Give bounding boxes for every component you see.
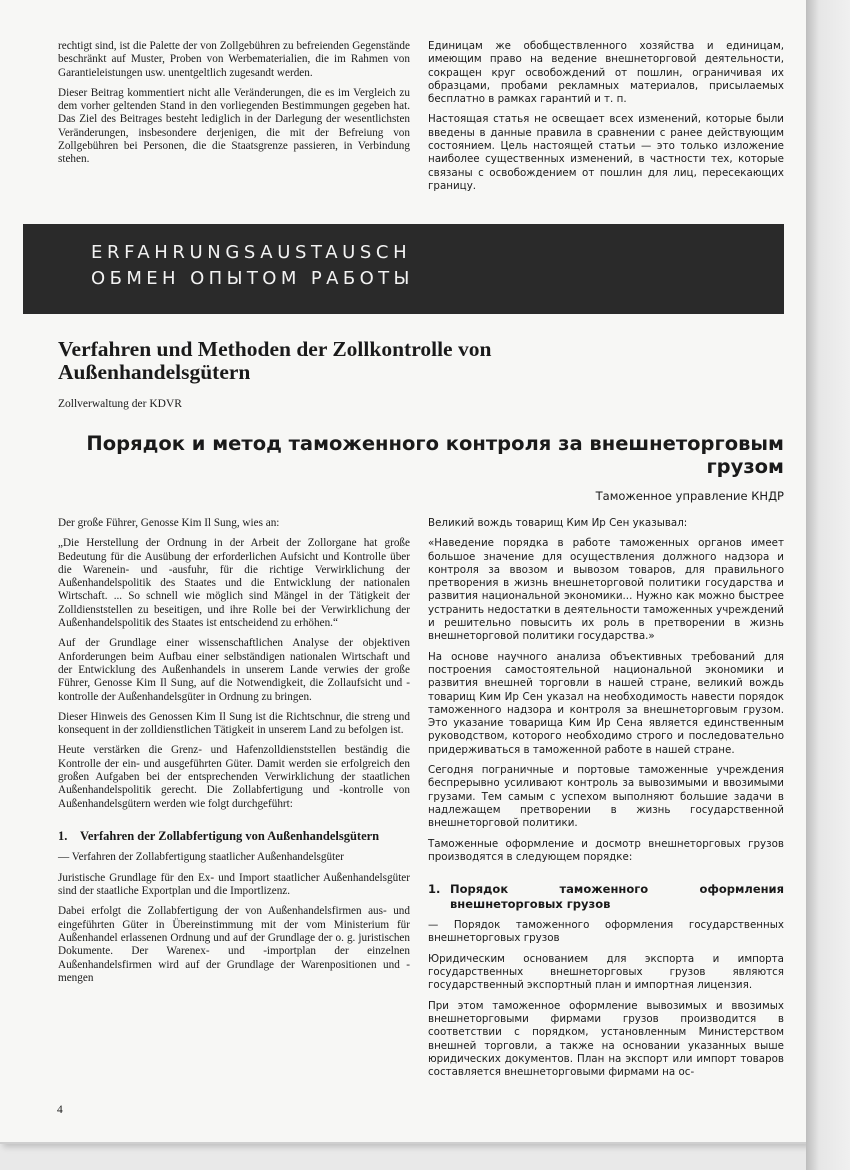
main-column-german [58,517,410,992]
paragraph: Heute verstärken die Grenz- und Hafenzolldienststellen beständig die Kontrolle der ein- und ausgeführten Güter. Damit werden sie erfolgreich den großen Aufgaben bei der entsprechenden Verwirklichung der staatlichen Außenhandelspolitik gerecht. Die Zollabfertigung und -kontrolle von Außenhandelsgütern werden wie folgt durchgeführt: [58,744,410,810]
top-column-german [58,40,410,174]
paragraph: — Порядок таможенного оформления государственных внешнеторговых грузов [428,919,784,945]
paragraph: Таможенные оформление и досмотр внешнеторговых грузов производятся в следующем порядке: [428,837,784,863]
paragraph: Настоящая статья не освещает всех изменений, которые были введены в данные правила в сравнении с ранее действующим состоянием. Цель настоящей статьи — это только изложение наиболее существенных изменений, в частности тех, которые связаны с освобождением от пошлин для лиц, пересекающих границу. [428,113,784,192]
paragraph: Auf der Grundlage einer wissenschaftlichen Analyse der objektiven Anforderungen beim Aufbau einer selbständigen nationalen Wirtschaft und der Entwicklung des Außenhandels in unserem Lande verwies der große Führer, Genosse Kim Il Sung, auf die Notwendigkeit, die Zollaufsicht und -kontrolle der Außenhandelsgüter in Ordnung zu bringen. [58,637,410,703]
section-number: 1. [58,828,68,843]
paragraph: rechtigt sind, ist die Palette der von Zollgebühren zu befreienden Gegenstände beschränkt auf Muster, Proben von Werbematerialien, die im Rahmen von Garantieleistungen usw. unentgeltlich zugesandt werden. [58,40,410,79]
paragraph: Великий вождь товарищ Ким Ир Сен указывал: [428,517,688,529]
article-author-russian: Таможенное управление КНДР [595,489,784,503]
section-number: 1. [428,882,441,897]
paragraph: Dieser Hinweis des Genossen Kim Il Sung ist die Richtschnur, die streng und konsequent in der zolldienstlichen Tätigkeit in unserem Land zu befolgen ist. [58,710,410,737]
paragraph: Сегодня пограничные и портовые таможенные учреждения беспрерывно усиливают контроль за вывозимыми и ввозимыми грузами. Тем самым с успехом выполняют большие задачи в надлежащем претворении в жизнь государственной внешнеторговой политики. [428,764,784,830]
quote-paragraph: «Наведение порядка в работе таможенных органов имеет большое значение для осуществления должного надзора и контроля за ввозом и вывозом товаров, для правильного претворения в жизнь внешнеторговой политики государства и развития национальной экономики... Нужно как можно быстрее устранить недостатки в деятельности таможенных учреждений и решительно повысить их роль в претворении в жизнь внешнеторговой политики государства.» [428,537,784,643]
binding-edge [806,0,850,1170]
paragraph: Юридическим основанием для экспорта и импорта государственных внешнеторговых грузов являются государственный экспортный план и импортная лицензия. [428,952,784,992]
paragraph: Dieser Beitrag kommentiert nicht alle Veränderungen, die es im Vergleich zu dem vorher geltenden Stand in den vorliegenden Bestimmungen gegeben hat. Das Ziel des Beitrages besteht lediglich in der Darlegung der wesentlichsten Veränderungen, insbesondere derjenigen, die mit der Befreiung von Zollgebühren bei Personen, die die Staatsgrenze passieren, in Verbindung stehen. [58,86,410,166]
page-number: 4 [57,1104,63,1116]
top-column-russian [428,40,784,200]
quote-paragraph: „Die Herstellung der Ordnung in der Arbeit der Zollorgane hat große Bedeutung für die Ausübung der erforderlichen Aufsicht und Kontrolle über die Warenein- und -ausfuhr, für die richtige Verwirklichung der Außenhandelspolitik des Staates und die Entwicklung der nationalen Wirtschaft. ... So schnell wie möglich sind Mängel in der Tätigkeit der Zolldienststellen zu beseitigen, und ihre Rolle bei der Verwirklichung der Außenhandelspolitik des Staates ist entscheidend zu erhöhen.“ [58,537,410,630]
section-heading [58,829,410,844]
paragraph: Juristische Grundlage für den Ex- und Import staatlicher Außenhandelsgüter sind der staatliche Exportplan und die Importlizenz. [58,871,410,898]
article-title-russian: Порядок и метод таможенного контроля за внешнеторговым грузом [86,432,784,478]
banner-title-russian: ОБМЕН ОПЫТОМ РАБОТЫ [91,268,414,289]
paragraph: — Verfahren der Zollabfertigung staatlicher Außenhandelsgüter [58,851,344,864]
section-banner [23,224,784,314]
article-author-german: Zollverwaltung der KDVR [58,398,182,410]
section-title: Verfahren der Zollabfertigung von Außenhandelsgütern [80,828,380,843]
main-column-russian [428,517,784,1086]
paragraph: Der große Führer, Genosse Kim Il Sung, wies an: [58,517,280,529]
section-heading [428,882,784,911]
section-title: Порядок таможенного оформления внешнеторговых грузов [450,882,784,911]
paragraph: На основе научного анализа объективных требований для построения самостоятельной национальной экономики и развития внешней торговли в нашей стране, великий вождь товарищ Ким Ир Сен указал на необходимость навести порядок таможенного надзора и контроля за внешнеторговым грузом. Это указание товарища Ким Ир Сена является единственным руководством, которого необходимо строго и последовательно придерживаться в таможенной работе в нашей стране. [428,650,784,756]
banner-title-german: ERFAHRUNGSAUSTAUSCH [91,242,412,263]
paragraph: Dabei erfolgt die Zollabfertigung der von Außenhandelsfirmen aus- und eingeführten Güter in Übereinstimmung mit der vom Ministerium für Außenhandel erlassenen Ordnung und auf der Grundlage der o. g. juristischen Dokumente. Der Warenex- und -importplan der einzelnen Außenhandelsfirmen wird auf der Grundlage der Warenpositionen und -mengen [58,905,410,984]
paragraph: Единицам же обобществленного хозяйства и единицам, имеющим право на ведение внешнеторговой деятельности, сокращен круг освобождений от пошлин, ограничивая их образцами, пробами рекламных материалов, присылаемых бесплатно в рамках гарантий и т. п. [428,40,784,106]
article-title-german: Verfahren und Methoden der Zollkontrolle von Außenhandelsgütern [58,337,492,384]
paragraph: При этом таможенное оформление вывозимых и ввозимых внешнеторговыми фирмами грузов производится в соответствии с порядком, установленным Министерством внешней торговли, а также на основании указанных выше юридических документов. План на экспорт или импорт товаров составляется внешнеторговыми фирмами на ос- [428,999,784,1079]
